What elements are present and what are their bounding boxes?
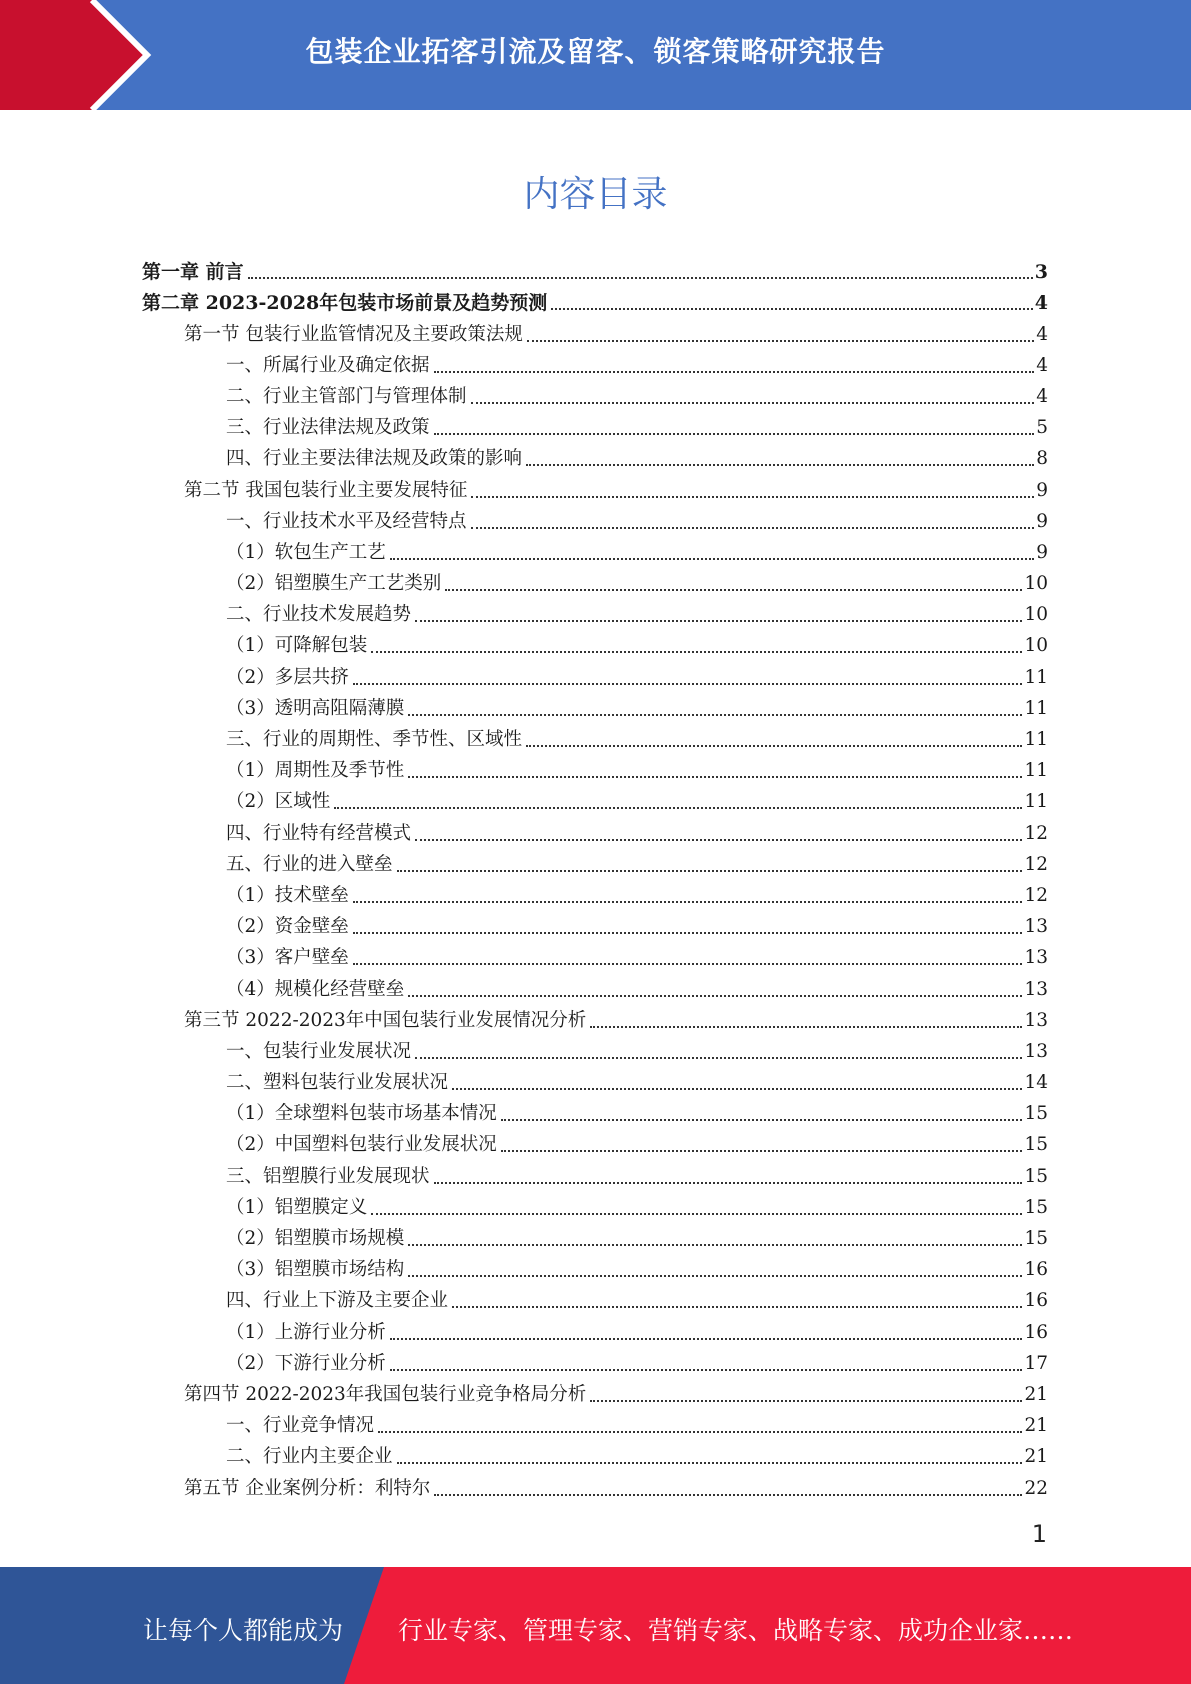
page-header xyxy=(0,0,1191,110)
toc-entry[interactable] xyxy=(142,1407,1048,1438)
toc-entry-page: 15 xyxy=(1024,1103,1048,1125)
toc-dot-leader xyxy=(590,1025,1022,1028)
toc-entry[interactable] xyxy=(142,877,1048,908)
toc-entry-page: 10 xyxy=(1024,604,1048,626)
toc-entry-page: 12 xyxy=(1024,822,1048,844)
toc-entry-title: 四、行业特有经营模式 xyxy=(226,822,412,844)
toc-dot-leader xyxy=(501,1149,1023,1152)
toc-entry[interactable] xyxy=(142,1313,1048,1344)
toc-entry-title: （3）透明高阻隔薄膜 xyxy=(226,697,405,719)
toc-entry-title: 二、行业主管部门与管理体制 xyxy=(226,385,467,407)
toc-entry[interactable] xyxy=(142,1220,1048,1251)
toc-entry-title: 一、行业竞争情况 xyxy=(226,1415,375,1437)
toc-entry[interactable] xyxy=(142,814,1048,845)
toc-entry-title: （2）多层共挤 xyxy=(226,666,349,688)
toc-entry-page: 17 xyxy=(1024,1352,1048,1374)
toc-dot-leader xyxy=(434,1493,1022,1496)
toc-entry[interactable] xyxy=(142,752,1048,783)
toc-entry-title: （2）下游行业分析 xyxy=(226,1352,386,1374)
toc-entry[interactable] xyxy=(142,284,1048,315)
toc-entry-page: 11 xyxy=(1024,666,1048,688)
toc-entry[interactable] xyxy=(142,1002,1048,1033)
toc-dot-leader xyxy=(471,526,1035,529)
toc-entry[interactable] xyxy=(142,908,1048,939)
toc-entry-page: 13 xyxy=(1024,947,1048,969)
toc-dot-leader xyxy=(371,1212,1022,1215)
toc-entry-page: 13 xyxy=(1024,1009,1048,1031)
toc-dot-leader xyxy=(526,744,1022,747)
toc-dot-leader xyxy=(590,1399,1022,1402)
toc-entry-page: 13 xyxy=(1024,1040,1048,1062)
toc-entry-title: （1）可降解包装 xyxy=(226,635,368,657)
toc-entry-page: 4 xyxy=(1036,385,1048,407)
toc-entry[interactable] xyxy=(142,1469,1048,1500)
header-title: 包装企业拓客引流及留客、锁客策略研究报告 xyxy=(305,35,886,68)
toc-entry-title: （3）铝塑膜市场结构 xyxy=(226,1259,405,1281)
toc-entry-page: 10 xyxy=(1024,573,1048,595)
toc-entry[interactable] xyxy=(142,1282,1048,1313)
toc-dot-leader xyxy=(353,682,1023,685)
toc-entry-page: 12 xyxy=(1024,884,1048,906)
toc-entry[interactable] xyxy=(142,347,1048,378)
toc-entry-title: 第五节 企业案例分析：利特尔 xyxy=(184,1477,431,1499)
toc-entry-page: 22 xyxy=(1024,1477,1048,1499)
toc-entry-page: 21 xyxy=(1024,1415,1048,1437)
toc-entry-page: 21 xyxy=(1024,1383,1048,1405)
toc-dot-leader xyxy=(415,1056,1022,1059)
toc-entry-title: （1）软包生产工艺 xyxy=(226,541,386,563)
page-footer xyxy=(0,1567,1191,1684)
toc-entry-title: （1）技术壁垒 xyxy=(226,884,349,906)
toc-entry-title: 三、行业的周期性、季节性、区域性 xyxy=(226,729,523,750)
toc-entry[interactable] xyxy=(142,1438,1048,1469)
toc-entry-page: 3 xyxy=(1034,261,1048,284)
toc-dot-leader xyxy=(408,713,1022,716)
toc-entry-title: 四、行业上下游及主要企业 xyxy=(226,1290,449,1312)
toc-dot-leader xyxy=(408,1274,1022,1277)
toc-dot-leader xyxy=(415,838,1022,841)
toc-dot-leader xyxy=(397,869,1023,872)
toc-dot-leader xyxy=(408,994,1022,997)
toc-entry-page: 9 xyxy=(1036,479,1048,501)
toc-entry-page: 4 xyxy=(1034,292,1048,315)
toc-entry[interactable] xyxy=(142,315,1048,346)
toc-entry[interactable] xyxy=(142,1126,1048,1157)
toc-entry[interactable] xyxy=(142,721,1048,752)
toc-entry-title: 四、行业主要法律法规及政策的影响 xyxy=(226,448,523,470)
toc-dot-leader xyxy=(408,775,1022,778)
toc-dot-leader xyxy=(434,370,1035,373)
toc-dot-leader xyxy=(390,1368,1023,1371)
toc-entry-title: 第二节 我国包装行业主要发展特征 xyxy=(184,479,468,501)
toc-entry[interactable] xyxy=(142,846,1048,877)
toc-entry-title: 第一节 包装行业监管情况及主要政策法规 xyxy=(184,323,523,345)
toc-entry[interactable] xyxy=(142,1345,1048,1376)
toc-entry[interactable] xyxy=(142,378,1048,409)
toc-dot-leader xyxy=(434,432,1035,435)
toc-entry[interactable] xyxy=(142,690,1048,721)
toc-entry-title: （2）资金壁垒 xyxy=(226,916,349,938)
toc-entry-page: 5 xyxy=(1036,417,1048,439)
toc-entry-title: 三、行业法律法规及政策 xyxy=(226,417,430,439)
toc-entry-title: 一、包装行业发展状况 xyxy=(226,1040,412,1062)
toc-entry[interactable] xyxy=(142,627,1048,658)
toc-entry[interactable] xyxy=(142,783,1048,814)
toc-entry-title: 二、塑料包装行业发展状况 xyxy=(226,1072,449,1094)
toc-dot-leader xyxy=(390,557,1034,560)
toc-entry[interactable] xyxy=(142,253,1048,284)
toc-entry-title: 二、行业内主要企业 xyxy=(226,1446,393,1468)
toc-entry-title: 第三节 2022-2023年中国包装行业发展情况分析 xyxy=(184,1009,587,1031)
toc-entry-title: 第四节 2022-2023年我国包装行业竞争格局分析 xyxy=(184,1383,587,1405)
page-number: 1 xyxy=(1031,1520,1047,1548)
toc-dot-leader xyxy=(434,1181,1023,1184)
toc-entry-page: 9 xyxy=(1036,541,1048,563)
toc-entry-title: 一、所属行业及确定依据 xyxy=(226,354,430,376)
toc-entry[interactable] xyxy=(142,1189,1048,1220)
toc-entry-page: 12 xyxy=(1024,853,1048,875)
toc-entry-page: 16 xyxy=(1024,1290,1048,1312)
toc-entry[interactable] xyxy=(142,409,1048,440)
toc-dot-leader xyxy=(353,931,1023,934)
toc-entry-title: （1）全球塑料包装市场基本情况 xyxy=(226,1103,497,1125)
toc-entry[interactable] xyxy=(142,471,1048,502)
toc-entry-page: 15 xyxy=(1024,1196,1048,1218)
toc-dot-leader xyxy=(415,619,1022,622)
toc-entry[interactable] xyxy=(142,1251,1048,1282)
toc-entry-page: 15 xyxy=(1024,1165,1048,1187)
footer-slogan-right: 行业专家、管理专家、营销专家、战略专家、成功企业家…… xyxy=(398,1616,1074,1645)
toc-entry[interactable] xyxy=(142,1376,1048,1407)
toc-entry[interactable] xyxy=(142,534,1048,565)
toc-entry-title: 三、铝塑膜行业发展现状 xyxy=(226,1165,430,1187)
toc-entry-title: （1）周期性及季节性 xyxy=(226,760,405,782)
toc-entry[interactable] xyxy=(142,939,1048,970)
toc-entry-title: （2）区域性 xyxy=(226,791,331,813)
toc-entry-page: 11 xyxy=(1024,760,1048,782)
toc-entry-page: 4 xyxy=(1036,323,1048,345)
toc-dot-leader xyxy=(527,339,1034,342)
toc-dot-leader xyxy=(397,1461,1023,1464)
toc-dot-leader xyxy=(501,1118,1023,1121)
toc-entry-title: 二、行业技术发展趋势 xyxy=(226,604,412,626)
toc-entry[interactable] xyxy=(142,970,1048,1001)
toc-entry[interactable] xyxy=(142,565,1048,596)
toc-entry[interactable] xyxy=(142,440,1048,471)
toc-dot-leader xyxy=(390,1337,1023,1340)
toc-entry-page: 8 xyxy=(1036,448,1048,470)
toc-entry-title: 第二章 2023-2028年包装市场前景及趋势预测 xyxy=(142,292,548,315)
header-red-chevron xyxy=(0,0,150,110)
toc-dot-leader xyxy=(248,276,1033,279)
toc-dot-leader xyxy=(551,307,1033,310)
toc-dot-leader xyxy=(445,588,1022,591)
toc-entry-title: 一、行业技术水平及经营特点 xyxy=(226,510,467,532)
page-title: 内容目录 xyxy=(523,174,668,215)
toc-entry-title: （2）铝塑膜市场规模 xyxy=(226,1228,405,1249)
toc-entry[interactable] xyxy=(142,1095,1048,1126)
toc-entry-page: 21 xyxy=(1024,1446,1048,1468)
toc-entry[interactable] xyxy=(142,503,1048,534)
toc-entry-page: 9 xyxy=(1036,510,1048,532)
toc-dot-leader xyxy=(353,962,1023,965)
toc-dot-leader xyxy=(371,650,1022,653)
toc-entry-title: （1）铝塑膜定义 xyxy=(226,1196,368,1218)
footer-slogan-left: 让每个人都能成为 xyxy=(143,1616,344,1645)
toc-entry-title: 五、行业的进入壁垒 xyxy=(226,853,393,875)
toc-dot-leader xyxy=(378,1430,1022,1433)
toc-entry[interactable] xyxy=(142,1157,1048,1188)
table-of-contents xyxy=(142,253,1048,1501)
toc-dot-leader xyxy=(452,1305,1022,1308)
toc-entry-page: 13 xyxy=(1024,916,1048,938)
toc-entry-page: 4 xyxy=(1036,354,1048,376)
toc-entry-page: 14 xyxy=(1024,1072,1048,1094)
toc-entry[interactable] xyxy=(142,1033,1048,1064)
toc-entry-page: 16 xyxy=(1024,1321,1048,1343)
toc-entry-title: （2）铝塑膜生产工艺类别 xyxy=(226,573,442,595)
toc-dot-leader xyxy=(408,1243,1022,1246)
toc-dot-leader xyxy=(334,806,1022,809)
toc-entry-page: 11 xyxy=(1024,697,1048,719)
toc-entry-page: 11 xyxy=(1024,729,1048,750)
toc-entry-title: （2）中国塑料包装行业发展状况 xyxy=(226,1134,497,1156)
toc-entry-title: （4）规模化经营壁垒 xyxy=(226,978,405,1000)
toc-dot-leader xyxy=(526,463,1034,466)
toc-dot-leader xyxy=(452,1087,1022,1090)
toc-entry[interactable] xyxy=(142,596,1048,627)
toc-entry-page: 10 xyxy=(1024,635,1048,657)
toc-entry[interactable] xyxy=(142,1064,1048,1095)
toc-dot-leader xyxy=(353,900,1023,903)
toc-dot-leader xyxy=(471,401,1035,404)
toc-entry-page: 15 xyxy=(1024,1134,1048,1156)
toc-entry-title: （1）上游行业分析 xyxy=(226,1321,386,1343)
toc-dot-leader xyxy=(471,495,1034,498)
toc-entry-page: 13 xyxy=(1024,978,1048,1000)
toc-entry-page: 15 xyxy=(1024,1228,1048,1249)
toc-entry-title: （3）客户壁垒 xyxy=(226,947,349,969)
toc-entry-page: 16 xyxy=(1024,1259,1048,1281)
toc-entry[interactable] xyxy=(142,658,1048,689)
toc-entry-title: 第一章 前言 xyxy=(142,261,244,284)
toc-entry-page: 11 xyxy=(1024,791,1048,813)
